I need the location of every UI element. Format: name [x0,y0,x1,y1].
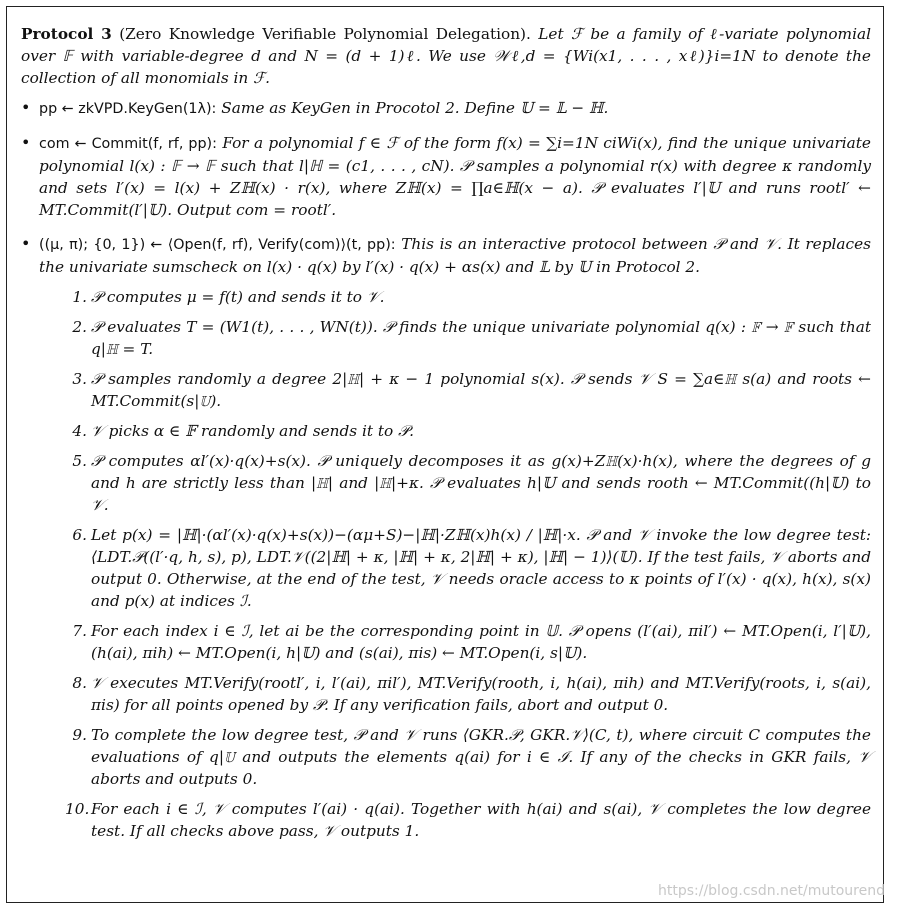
step-number: 5. [72,452,87,470]
step-number: 4. [72,422,87,440]
step-text: For each i ∈ ℐ, 𝒱 computes l′(ai) · q(ai). Together with h(ai) and s(ai), 𝒱 completes the low degree test. If all checks above pass, 𝒱 outputs 1. [91,800,871,840]
step-number: 1. [72,288,87,306]
protocol-title: Protocol 3 [21,25,112,43]
step-number: 6. [72,526,87,544]
step-text: To complete the low degree test, 𝒫 and 𝒱 runs ⟨GKR.𝒫, GKR.𝒱⟩(C, t), where circuit C computes the evaluations of q|𝕌 and outputs the elements q(ai) for i ∈ ℐ. If any of the checks in GKR fails, 𝒱 aborts and outputs 0. [91,726,871,788]
watermark: https://blog.csdn.net/mutourend [657,883,885,899]
protocol-intro: Let ℱ be a family of ℓ-variate polynomial over 𝔽 with variable-degree d and N = (d + 1)ℓ. We use 𝒲ℓ,d = {Wi(x1, . . . , xℓ)}i=1N to denote the collection of all monomials in ℱ. [21,25,871,87]
step-text: For each index i ∈ ℐ, let ai be the corresponding point in 𝕌. 𝒫 opens (l′(ai), πil′) ← MT.Open(i, l′|𝕌), (h(ai), πih) ← MT.Open(i, h|𝕌) and (s(ai), πis) ← MT.Open(i, s|𝕌). [91,622,871,662]
list-item [65,286,871,308]
list-item [65,724,871,790]
step-text: 𝒱 executes MT.Verify(rootl′, i, l′(ai), πil′), MT.Verify(rooth, i, h(ai), πih) and MT.Verify(roots, i, s(ai), πis) for all points opened by 𝒫. If any verification fails, abort and output 0. [91,674,871,714]
bullet-head: pp ← zkVPD.KeyGen(1λ): [39,101,217,117]
step-text: 𝒫 computes μ = f(t) and sends it to 𝒱. [91,288,385,306]
step-text: 𝒫 computes αl′(x)·q(x)+s(x). 𝒫 uniquely decomposes it as g(x)+Zℍ(x)·h(x), where the degrees of g and h are strictly less than |ℍ| and |ℍ|+κ. 𝒫 evaluates h|𝕌 and sends rooth ← MT.Commit((h|𝕌) to 𝒱. [91,452,871,514]
step-number: 3. [72,370,87,388]
bullet-body: For a polynomial f ∈ ℱ of the form f(x) = ∑i=1N ciWi(x), find the unique univariate polynomial l(x) : 𝔽 → 𝔽 such that l|ℍ = (c1, . . . , cN). 𝒫 samples a polynomial r(x) with degree κ randomly and sets l′(x) = l(x) + Zℍ(x) · r(x), where Zℍ(x) = ∏a∈ℍ(x − a). 𝒫 evaluates l′|𝕌 and runs rootl′ ← MT.Commit(l′|𝕌). Output com = rootl′. [39,134,871,219]
protocol-header [21,23,871,89]
bullet-body: Same as KeyGen in Procotol 2. Define 𝕌 = 𝕃 − ℍ. [221,99,609,117]
list-item [65,450,871,516]
step-number: 9. [72,726,87,744]
step-number: 2. [72,318,87,336]
bullet-commit [21,132,871,221]
bullet-keygen [21,97,871,120]
bullet-list [21,97,871,842]
step-text: 𝒫 evaluates T = (W1(t), . . . , WN(t)). 𝒫 finds the unique univariate polynomial q(x) : 𝔽 → 𝔽 such that q|ℍ = T. [91,318,871,358]
list-item [65,368,871,412]
list-item [65,316,871,360]
step-list [39,286,871,842]
protocol-subtitle: (Zero Knowledge Verifiable Polynomial Delegation). [119,25,531,43]
protocol-box [6,6,884,903]
bullet-head: com ← Commit(f, rf, pp): [39,136,217,152]
step-text: 𝒫 samples randomly a degree 2|ℍ| + κ − 1 polynomial s(x). 𝒫 sends 𝒱 S = ∑a∈ℍ s(a) and roots ← MT.Commit(s|𝕌). [91,370,871,410]
bullet-open-verify [21,233,871,842]
step-text: 𝒱 picks α ∈ 𝔽 randomly and sends it to 𝒫. [91,422,415,440]
step-text: Let p(x) = |ℍ|·(αl′(x)·q(x)+s(x))−(αμ+S)−|ℍ|·Zℍ(x)h(x) / |ℍ|·x. 𝒫 and 𝒱 invoke the low degree test: ⟨LDT.𝒫((l′·q, h, s), p), LDT.𝒱((2|ℍ| + κ, |ℍ| + κ, 2|ℍ| + κ), |ℍ| − 1)⟩(𝕌). If the test fails, 𝒱 aborts and output 0. Otherwise, at the end of the test, 𝒱 needs oracle access to κ points of l′(x) · q(x), h(x), s(x) and p(x) at indices ℐ. [91,526,871,610]
step-number: 7. [72,622,87,640]
step-number: 8. [72,674,87,692]
list-item [65,620,871,664]
list-item [65,420,871,442]
list-item [65,524,871,612]
bullet-head: ((μ, π); {0, 1}) ← ⟨Open(f, rf), Verify(com)⟩(t, pp): [39,237,396,253]
step-number: 10. [65,800,90,818]
bullet-body: This is an interactive protocol between 𝒫 and 𝒱. It replaces the univariate sumscheck on l(x) · q(x) by l′(x) · q(x) + αs(x) and 𝕃 by 𝕌 in Protocol 2. [39,235,871,276]
list-item [65,798,871,842]
list-item [65,672,871,716]
